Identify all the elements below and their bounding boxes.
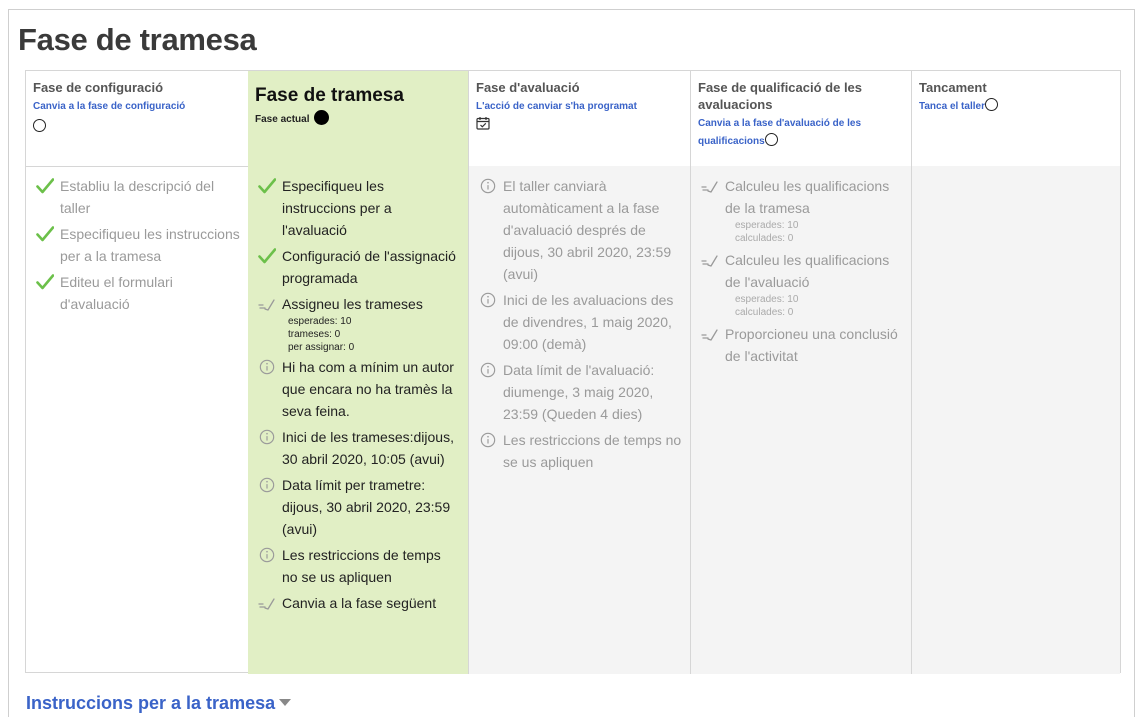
calendar-check-icon bbox=[476, 116, 490, 130]
todo-icon bbox=[258, 595, 276, 611]
task-item bbox=[256, 245, 460, 289]
task-item bbox=[477, 429, 682, 473]
phase-switch-icon[interactable] bbox=[33, 119, 46, 132]
task-item bbox=[256, 474, 460, 540]
todo-icon bbox=[701, 178, 719, 194]
phase-header-setup bbox=[26, 71, 248, 166]
task-text: Inici de les trameses:dijous, 30 abril 2020, 10:05 (avui) bbox=[282, 429, 454, 467]
phase-header-submission bbox=[248, 71, 468, 166]
task-item bbox=[699, 249, 903, 319]
switch-phase-link[interactable]: Canvia a la fase de configuració bbox=[33, 101, 186, 112]
phase-title: Fase de qualificació de les avaluacions bbox=[698, 80, 863, 112]
task-text: Les restriccions de temps no se us apliquen bbox=[282, 547, 441, 585]
info-icon bbox=[479, 292, 497, 308]
phase-title: Tancament bbox=[919, 80, 987, 95]
info-icon bbox=[258, 429, 276, 445]
task-text: Configuració de l'assignació programada bbox=[282, 248, 456, 286]
task-item bbox=[699, 323, 903, 367]
phase-switch-icon[interactable] bbox=[765, 133, 778, 146]
task-text: Assigneu les trameses bbox=[282, 296, 423, 312]
task-item[interactable] bbox=[256, 592, 460, 614]
task-list bbox=[469, 175, 690, 477]
phase-title: Fase d'avaluació bbox=[476, 80, 580, 95]
page-title: Fase de tramesa bbox=[18, 22, 257, 57]
current-phase-dot-icon bbox=[314, 110, 329, 125]
phase-switch-icon[interactable] bbox=[985, 98, 998, 111]
chevron-down-icon bbox=[279, 699, 291, 706]
task-detail: calculades: 0 bbox=[735, 307, 794, 318]
task-item bbox=[477, 359, 682, 425]
task-list bbox=[691, 175, 911, 371]
info-icon bbox=[258, 477, 276, 493]
check-icon bbox=[36, 274, 54, 290]
phase-column-assessment bbox=[468, 71, 690, 674]
task-text: Proporcioneu una conclusió de l'activitat bbox=[725, 326, 898, 364]
check-icon bbox=[258, 178, 276, 194]
phase-column-grading bbox=[690, 71, 911, 674]
phase-column-submission bbox=[248, 71, 468, 674]
task-item bbox=[34, 271, 240, 315]
task-text: Editeu el formulari d'avaluació bbox=[60, 274, 173, 312]
task-text: Les restriccions de temps no se us apliquen bbox=[503, 432, 682, 470]
scheduled-switch-link[interactable]: L'acció de canviar s'ha programat bbox=[476, 101, 637, 112]
task-item bbox=[477, 175, 682, 285]
task-detail: esperades: 10 bbox=[735, 294, 799, 305]
todo-icon bbox=[258, 296, 276, 312]
task-item bbox=[256, 293, 460, 354]
task-text: Calculeu les qualificacions de la tramesa bbox=[725, 178, 890, 216]
task-text: Data límit de l'avaluació: diumenge, 3 maig 2020, 23:59 (Queden 4 dies) bbox=[503, 362, 655, 422]
info-icon bbox=[258, 547, 276, 563]
close-workshop-link[interactable]: Tanca el taller bbox=[919, 101, 985, 112]
task-item bbox=[256, 356, 460, 422]
task-detail: calculades: 0 bbox=[735, 233, 794, 244]
task-detail: esperades: 10 bbox=[735, 220, 799, 231]
info-icon bbox=[479, 432, 497, 448]
info-icon bbox=[479, 362, 497, 378]
phase-column-setup bbox=[26, 71, 248, 674]
task-text: Data límit per trametre: dijous, 30 abril 2020, 23:59 (avui) bbox=[282, 477, 451, 537]
phase-header-closed bbox=[912, 71, 1120, 166]
task-item bbox=[256, 544, 460, 588]
task-text: Especifiqueu les instruccions per a la tramesa bbox=[60, 226, 240, 264]
task-text: Calculeu les qualificacions de l'avaluació bbox=[725, 252, 890, 290]
task-item bbox=[34, 223, 240, 267]
task-list bbox=[248, 175, 468, 618]
task-item bbox=[477, 289, 682, 355]
task-item bbox=[256, 426, 460, 470]
info-icon bbox=[479, 178, 497, 194]
instructions-toggle[interactable] bbox=[26, 693, 291, 714]
task-text: Especifiqueu les instruccions per a l'avaluació bbox=[282, 178, 392, 238]
task-text: Inici de les avaluacions des de divendres, 1 maig 2020, 09:00 (demà) bbox=[503, 292, 674, 352]
task-detail: esperades: 10 bbox=[288, 316, 352, 327]
task-text: Canvia a la fase següent bbox=[282, 595, 437, 611]
check-icon bbox=[36, 178, 54, 194]
info-icon bbox=[258, 359, 276, 375]
task-item bbox=[256, 175, 460, 241]
phase-header-grading bbox=[691, 71, 911, 166]
phase-board bbox=[25, 70, 1121, 673]
task-list bbox=[26, 175, 248, 319]
todo-icon bbox=[701, 252, 719, 268]
check-icon bbox=[36, 226, 54, 242]
phase-title: Fase de tramesa bbox=[255, 85, 404, 106]
task-item bbox=[699, 175, 903, 245]
task-text: El taller canviarà automàticament a la fase d'avaluació després de dijous, 30 abril 2020, 23:59 (avui) bbox=[503, 178, 672, 282]
check-icon bbox=[258, 248, 276, 264]
task-item bbox=[34, 175, 240, 219]
todo-icon bbox=[701, 326, 719, 342]
phase-title: Fase de configuració bbox=[33, 80, 164, 95]
task-text: Establiu la descripció del taller bbox=[60, 178, 215, 216]
task-detail: per assignar: 0 bbox=[288, 342, 355, 353]
task-detail: trameses: 0 bbox=[288, 329, 341, 340]
phase-header-assessment bbox=[469, 71, 690, 166]
phase-column-closed bbox=[911, 71, 1120, 674]
switch-phase-link[interactable]: Canvia a la fase d'avaluació de les qualificacions bbox=[698, 118, 862, 147]
instructions-label: Instruccions per a la tramesa bbox=[26, 693, 276, 713]
current-phase-label: Fase actual bbox=[255, 114, 310, 125]
task-text: Hi ha com a mínim un autor que encara no ha tramès la seva feina. bbox=[282, 359, 454, 419]
